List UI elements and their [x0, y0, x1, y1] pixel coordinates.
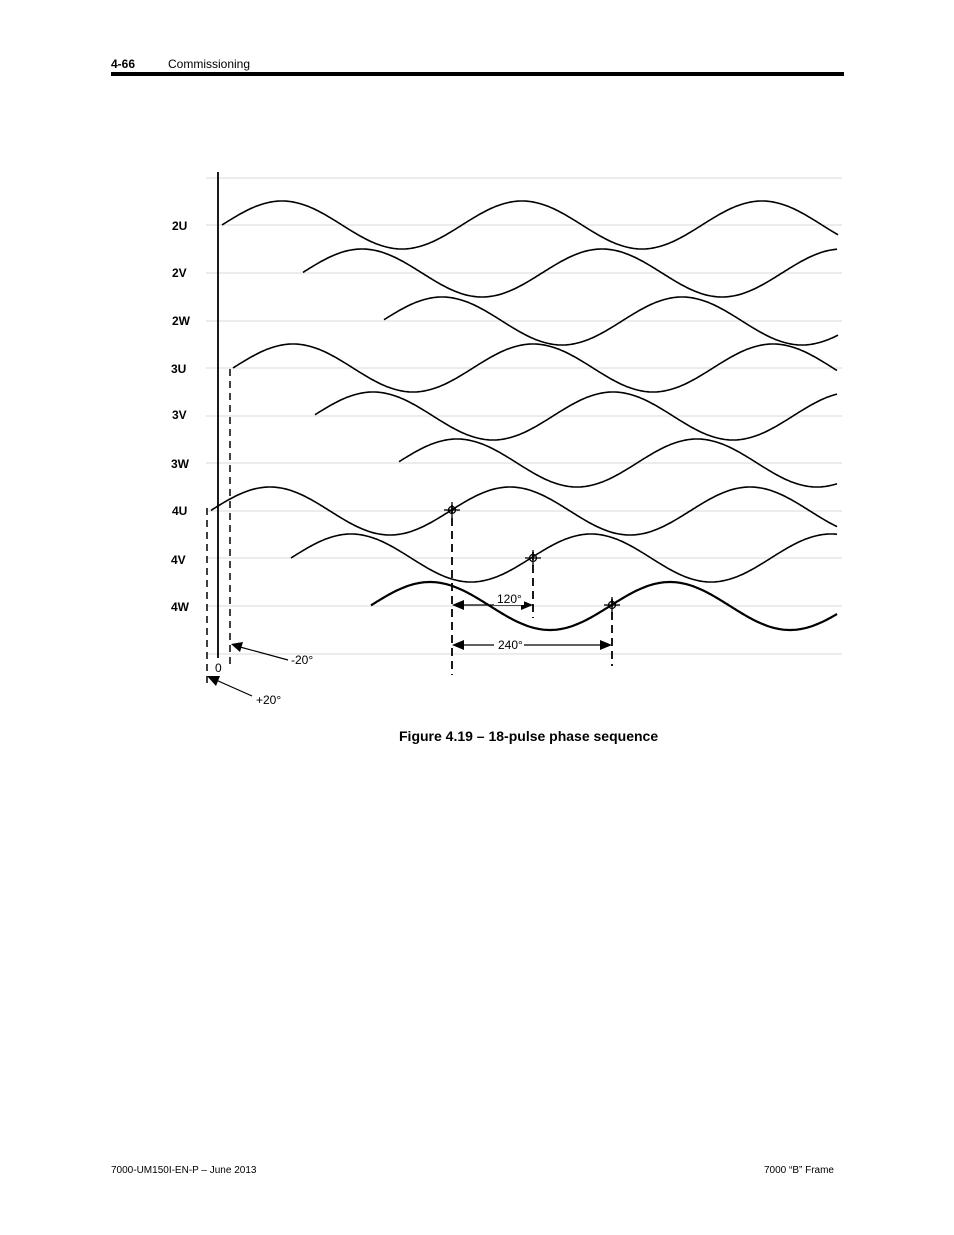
dim-120-arrow-left — [452, 600, 464, 610]
dim-240-arrow-left — [452, 640, 464, 650]
page-number: 4-66 — [111, 57, 136, 71]
figure-caption: Figure 4.19 – 18-pulse phase sequence — [399, 728, 659, 744]
minus20-label: -20° — [291, 653, 314, 667]
phase-label: 4V — [171, 553, 186, 567]
section-title: Commissioning — [168, 57, 251, 71]
dim-120-label: 120° — [497, 592, 522, 606]
plus20-label: +20° — [256, 693, 282, 707]
zero-label: 0 — [215, 661, 222, 675]
phase-label: 3U — [171, 362, 187, 376]
dim-240-label: 240° — [498, 638, 523, 652]
phase-label: 4W — [171, 600, 189, 614]
footer-product: 7000 “B” Frame — [763, 1165, 834, 1176]
phase-label: 2W — [172, 314, 190, 328]
plus20-leader — [216, 680, 252, 696]
footer-doc-id: 7000-UM150I-EN-P – June 2013 — [111, 1165, 257, 1176]
phase-label: 3V — [172, 408, 187, 422]
minus20-arrowhead — [231, 642, 243, 652]
phase-label: 4U — [172, 504, 188, 518]
grid-lines — [206, 178, 842, 654]
phase-labels — [171, 219, 191, 614]
phase-label: 2U — [172, 219, 188, 233]
phase-label: 2V — [172, 266, 187, 280]
phase-label: 3W — [171, 457, 189, 471]
dim-240-arrow-right — [600, 640, 612, 650]
